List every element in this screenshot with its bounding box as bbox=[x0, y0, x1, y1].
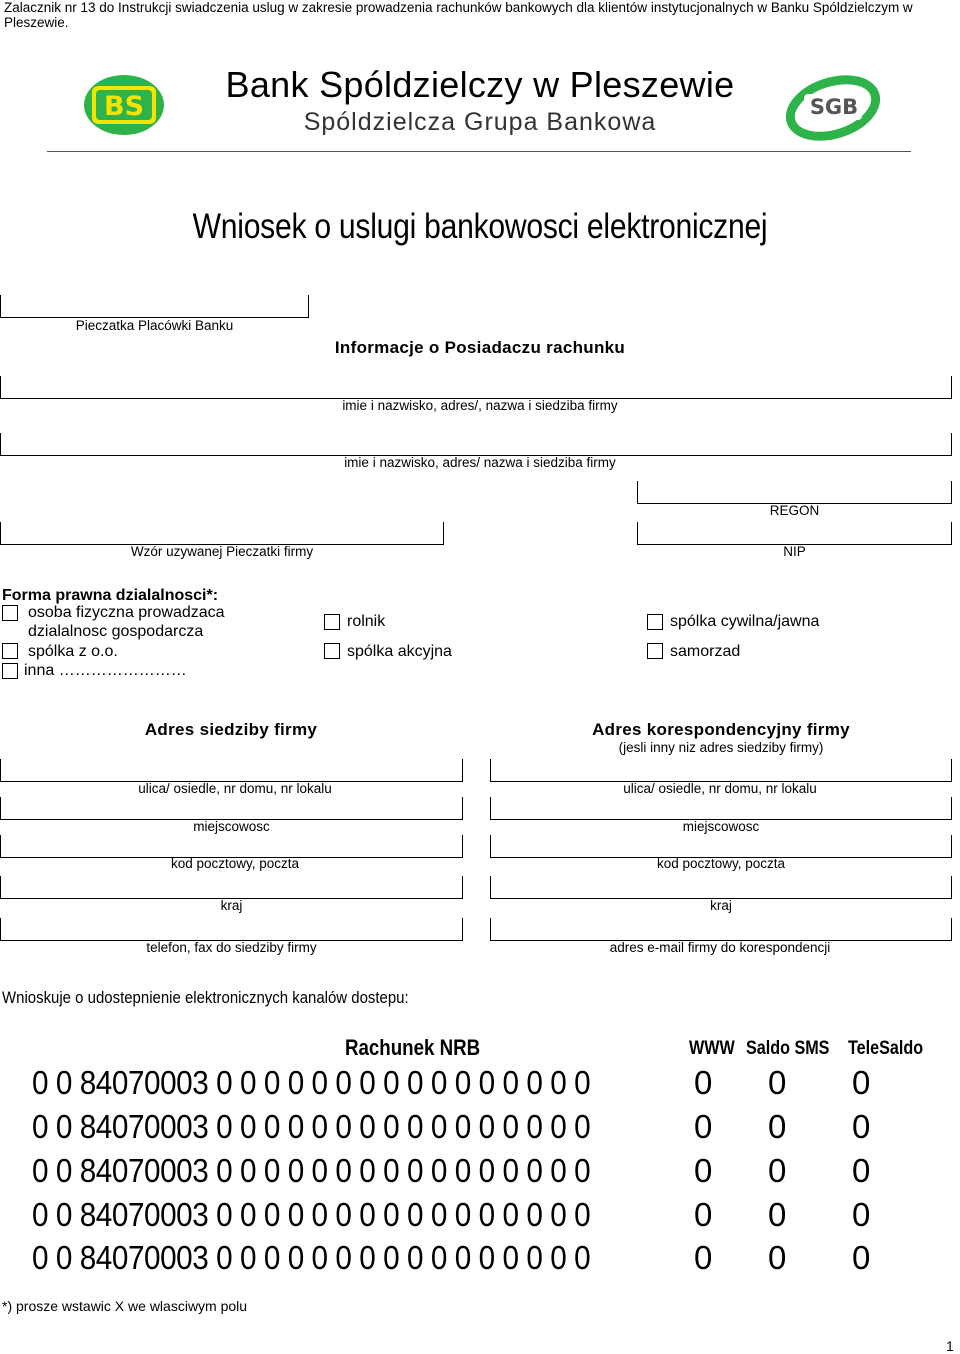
option-other: inna …………………… bbox=[24, 662, 187, 679]
col-www-header: WWW bbox=[689, 1038, 735, 1059]
header-divider bbox=[47, 151, 911, 152]
col-telesaldo-header: TeleSaldo bbox=[848, 1038, 924, 1059]
company-stamp-label: Wzór uzywanej Pieczatki firmy bbox=[130, 544, 314, 559]
owner-section-heading: Informacje o Posiadaczu rachunku bbox=[334, 338, 626, 357]
option-joint-stock: spólka akcyjna bbox=[347, 643, 452, 660]
www-value-row-1: 0 bbox=[694, 1064, 713, 1101]
option-local-government: samorzad bbox=[670, 643, 741, 660]
seat-postal-label: kod pocztowy, poczta bbox=[170, 856, 300, 871]
seat-phone-field[interactable] bbox=[0, 919, 463, 941]
www-value-row-3: 0 bbox=[694, 1152, 713, 1189]
sms-value-row-5: 0 bbox=[768, 1239, 787, 1276]
option-civil-partnership: spólka cywilna/jawna bbox=[670, 613, 820, 630]
nrb-account-row-1: 0 0 84070003 0 0 0 0 0 0 0 0 0 0 0 0 0 0 0 0 bbox=[32, 1064, 591, 1101]
seat-country-label: kraj bbox=[220, 898, 243, 913]
col-saldo-sms-header: Saldo SMS bbox=[746, 1038, 830, 1059]
seat-address-heading: Adres siedziby firmy bbox=[144, 720, 318, 739]
corr-email-field[interactable] bbox=[490, 919, 952, 941]
sms-value-row-2: 0 bbox=[768, 1108, 787, 1145]
seat-street-field[interactable] bbox=[0, 760, 463, 782]
checkbox-llc[interactable] bbox=[2, 643, 18, 659]
corr-street-label: ulica/ osiedle, nr domu, nr lokalu bbox=[623, 781, 817, 796]
regon-label: REGON bbox=[769, 503, 820, 518]
corr-city-field[interactable] bbox=[490, 798, 952, 820]
option-farmer: rolnik bbox=[347, 613, 386, 630]
www-value-row-5: 0 bbox=[694, 1239, 713, 1276]
telesaldo-value-row-2: 0 bbox=[852, 1108, 871, 1145]
nip-label: NIP bbox=[783, 544, 806, 559]
channels-request-text: Wnioskuje o udostepnienie elektronicznych kanalów dostepu: bbox=[2, 988, 409, 1007]
page-number: 1 bbox=[946, 1338, 954, 1354]
sgb-logo bbox=[782, 72, 884, 142]
checkbox-sole-proprietor[interactable] bbox=[2, 605, 18, 621]
sms-value-row-4: 0 bbox=[768, 1196, 787, 1233]
corr-country-label: kraj bbox=[710, 898, 732, 913]
company-stamp-field[interactable] bbox=[0, 523, 444, 545]
corr-postal-label: kod pocztowy, poczta bbox=[656, 856, 786, 871]
telesaldo-value-row-1: 0 bbox=[852, 1064, 871, 1101]
checkbox-joint-stock[interactable] bbox=[324, 643, 340, 659]
www-value-row-2: 0 bbox=[694, 1108, 713, 1145]
form-title: Wniosek o uslugi bankowosci elektronicznej bbox=[192, 207, 768, 246]
nrb-account-row-2: 0 0 84070003 0 0 0 0 0 0 0 0 0 0 0 0 0 0 0 0 bbox=[32, 1108, 591, 1145]
owner-name-label-2: imie i nazwisko, adres/ nazwa i siedziba firmy bbox=[344, 455, 616, 470]
attachment-note: Zalacznik nr 13 do Instrukcji swiadczenia uslug w zakresie prowadzenia rachunków bankowych dla klientów instytucjonalnych w Banku Spóldzielczym w Pleszewie. bbox=[4, 0, 913, 30]
sgb-logo-text: SGB bbox=[809, 95, 859, 119]
option-sole-proprietor-line1: osoba fizyczna prowadzaca bbox=[28, 604, 225, 621]
bank-stamp-field[interactable] bbox=[0, 296, 309, 318]
seat-city-label: miejscowosc bbox=[193, 819, 270, 834]
sms-value-row-1: 0 bbox=[768, 1064, 787, 1101]
sms-value-row-3: 0 bbox=[768, 1152, 787, 1189]
correspondence-address-heading: Adres korespondencyjny firmy bbox=[592, 720, 850, 739]
telesaldo-value-row-4: 0 bbox=[852, 1196, 871, 1233]
option-sole-proprietor-line2: dzialalnosc gospodarcza bbox=[28, 623, 204, 640]
checkbox-farmer[interactable] bbox=[324, 614, 340, 630]
option-llc: spólka z o.o. bbox=[28, 643, 118, 660]
bs-logo-text: BS bbox=[103, 91, 145, 122]
seat-phone-label: telefon, fax do siedziby firmy bbox=[146, 940, 317, 955]
bank-stamp-label: Pieczatka Placówki Banku bbox=[75, 318, 234, 333]
corr-street-field[interactable] bbox=[490, 760, 952, 782]
bank-title: Bank Spóldzielczy w Pleszewie bbox=[225, 64, 735, 105]
nrb-account-row-4: 0 0 84070003 0 0 0 0 0 0 0 0 0 0 0 0 0 0 0 0 bbox=[32, 1196, 591, 1233]
seat-street-label: ulica/ osiedle, nr domu, nr lokalu bbox=[138, 781, 332, 796]
www-value-row-4: 0 bbox=[694, 1196, 713, 1233]
seat-postal-field[interactable] bbox=[0, 836, 463, 858]
owner-name-field-2[interactable] bbox=[0, 434, 952, 456]
seat-country-field[interactable] bbox=[0, 877, 463, 899]
corr-city-label: miejscowosc bbox=[682, 819, 760, 834]
correspondence-address-note: (jesli inny niz adres siedziby firmy) bbox=[618, 740, 824, 755]
regon-field[interactable] bbox=[637, 482, 952, 504]
seat-city-field[interactable] bbox=[0, 798, 463, 820]
telesaldo-value-row-5: 0 bbox=[852, 1239, 871, 1276]
telesaldo-value-row-3: 0 bbox=[852, 1152, 871, 1189]
nip-field[interactable] bbox=[637, 523, 952, 545]
nrb-account-row-5: 0 0 84070003 0 0 0 0 0 0 0 0 0 0 0 0 0 0 0 0 bbox=[32, 1239, 591, 1276]
owner-name-label-1: imie i nazwisko, adres/, nazwa i siedziba firmy bbox=[342, 398, 618, 413]
corr-email-label: adres e-mail firmy do korespondencji bbox=[609, 940, 831, 955]
owner-name-field-1[interactable] bbox=[0, 377, 952, 399]
col-nrb-header: Rachunek NRB bbox=[345, 1035, 481, 1060]
bank-subtitle: Spóldzielcza Grupa Bankowa bbox=[303, 108, 657, 136]
checkbox-civil-partnership[interactable] bbox=[647, 614, 663, 630]
corr-country-field[interactable] bbox=[490, 877, 952, 899]
footnote: *) prosze wstawic X we wlasciwym polu bbox=[2, 1298, 248, 1314]
checkbox-other[interactable] bbox=[2, 663, 18, 679]
nrb-account-row-3: 0 0 84070003 0 0 0 0 0 0 0 0 0 0 0 0 0 0 0 0 bbox=[32, 1152, 591, 1189]
corr-postal-field[interactable] bbox=[490, 836, 952, 858]
legal-form-heading: Forma prawna dzialalnosci*: bbox=[2, 587, 219, 604]
checkbox-local-government[interactable] bbox=[647, 643, 663, 659]
